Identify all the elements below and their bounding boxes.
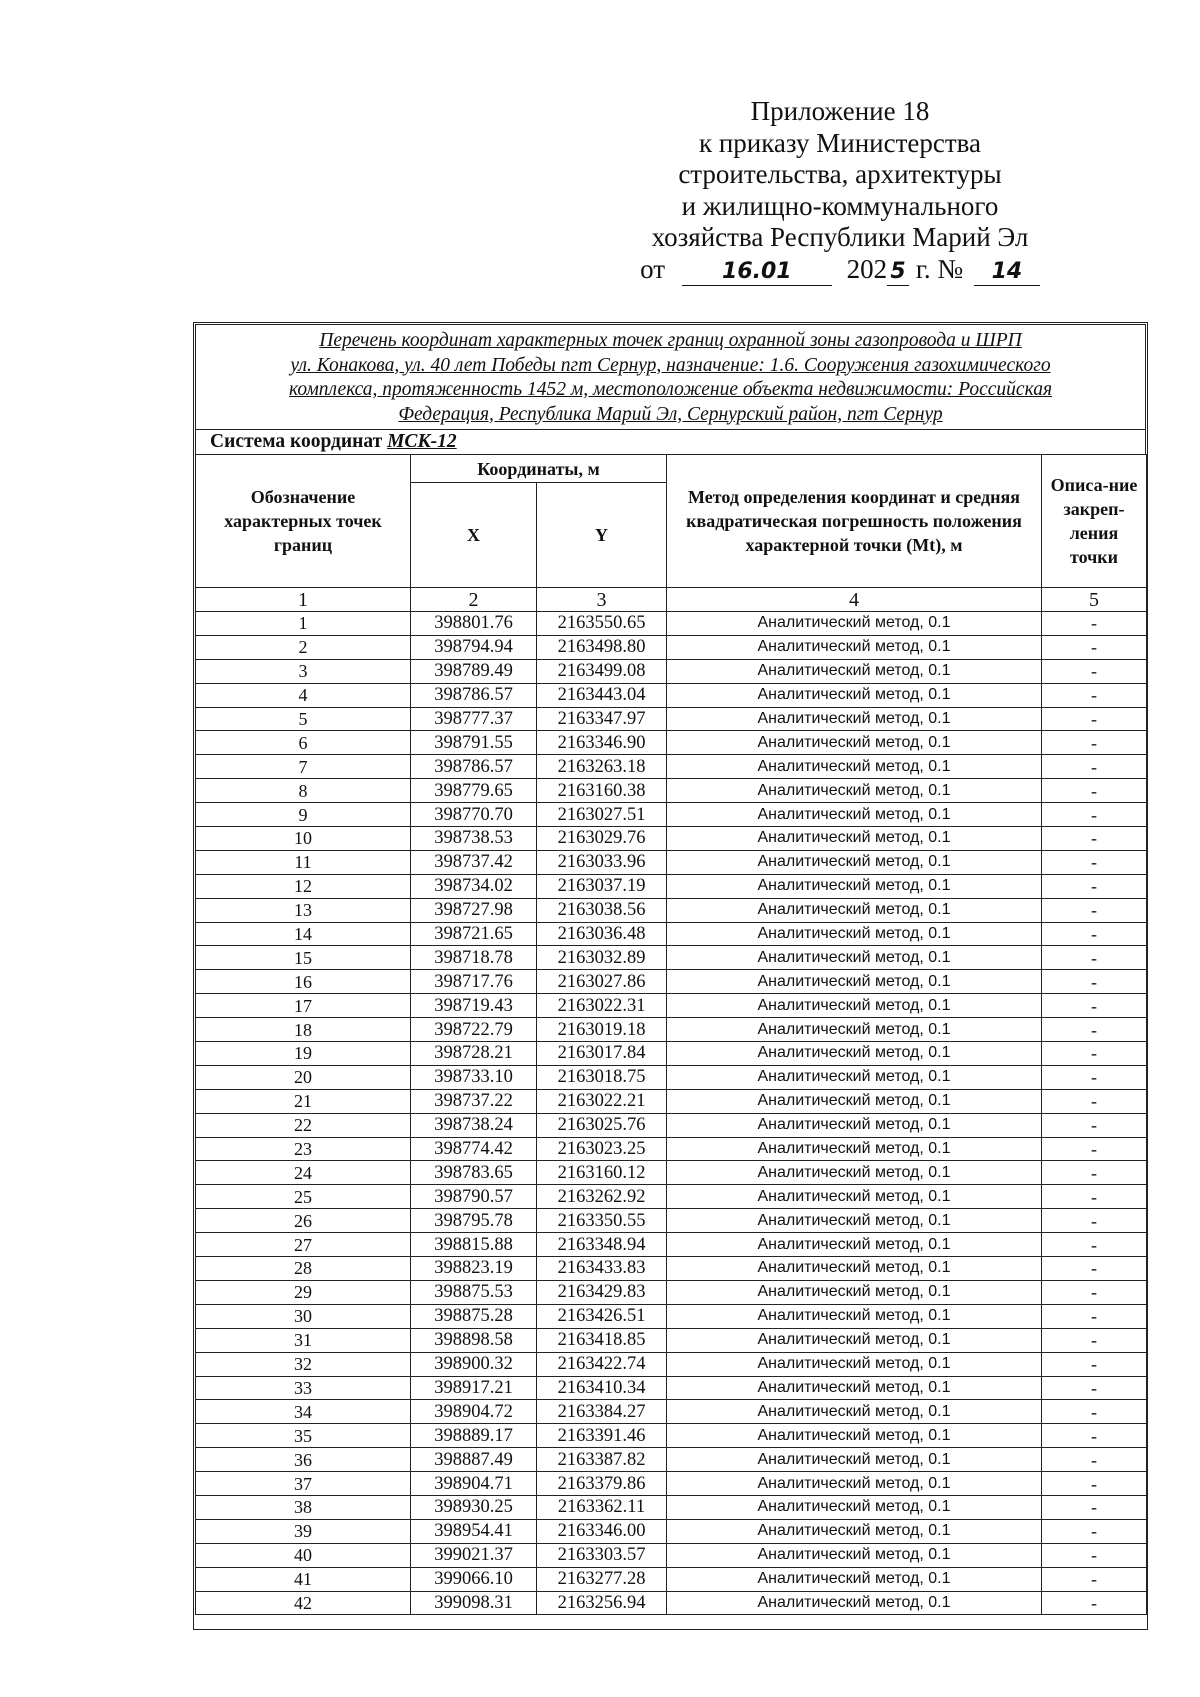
point-number: 2 [196, 635, 411, 659]
table-row [196, 1065, 1147, 1089]
point-number: 19 [196, 1042, 411, 1066]
method-value: Аналитический метод, 0.1 [667, 1113, 1042, 1137]
method-value: Аналитический метод, 0.1 [667, 994, 1042, 1018]
x-value: 398823.19 [411, 1257, 537, 1281]
x-value: 398801.76 [411, 612, 537, 636]
point-number: 37 [196, 1472, 411, 1496]
table-row [196, 1352, 1147, 1376]
table-row [196, 1113, 1147, 1137]
x-value: 399066.10 [411, 1567, 537, 1591]
description-value: - [1042, 1018, 1147, 1042]
description-value: - [1042, 1065, 1147, 1089]
description-value: - [1042, 612, 1147, 636]
description-value: - [1042, 850, 1147, 874]
description-value: - [1042, 1209, 1147, 1233]
x-value: 398875.53 [411, 1280, 537, 1304]
x-value: 398770.70 [411, 803, 537, 827]
method-value: Аналитический метод, 0.1 [667, 874, 1042, 898]
y-value: 2163036.48 [537, 922, 667, 946]
description-value: - [1042, 1352, 1147, 1376]
method-value: Аналитический метод, 0.1 [667, 1424, 1042, 1448]
x-value: 398795.78 [411, 1209, 537, 1233]
description-value: - [1042, 1543, 1147, 1567]
description-value: - [1042, 946, 1147, 970]
table-row [196, 1567, 1147, 1591]
method-value: Аналитический метод, 0.1 [667, 803, 1042, 827]
point-number: 34 [196, 1400, 411, 1424]
point-number: 41 [196, 1567, 411, 1591]
coord-system-label: Система координат [210, 431, 383, 452]
table-row [196, 659, 1147, 683]
x-value: 398904.72 [411, 1400, 537, 1424]
x-value: 398887.49 [411, 1448, 537, 1472]
title-line-4: Федерация, Республика Марий Эл, Сернурский район, пгт Сернур [398, 403, 943, 425]
y-value: 2163550.65 [537, 612, 667, 636]
x-value: 398917.21 [411, 1376, 537, 1400]
description-value: - [1042, 731, 1147, 755]
x-value: 398875.28 [411, 1304, 537, 1328]
method-value: Аналитический метод, 0.1 [667, 946, 1042, 970]
method-value: Аналитический метод, 0.1 [667, 922, 1042, 946]
x-value: 398774.42 [411, 1137, 537, 1161]
point-number: 5 [196, 707, 411, 731]
table-row [196, 1137, 1147, 1161]
table-row [196, 1233, 1147, 1257]
point-number: 21 [196, 1089, 411, 1113]
description-value: - [1042, 1448, 1147, 1472]
x-value: 398719.43 [411, 994, 537, 1018]
method-value: Аналитический метод, 0.1 [667, 1472, 1042, 1496]
header-description: Описа-ние закреп-ления точки [1042, 455, 1147, 588]
table-row [196, 827, 1147, 851]
description-value: - [1042, 1567, 1147, 1591]
description-value: - [1042, 898, 1147, 922]
point-number: 12 [196, 874, 411, 898]
y-value: 2163498.80 [537, 635, 667, 659]
y-value: 2163022.21 [537, 1089, 667, 1113]
table-row [196, 1591, 1147, 1615]
method-value: Аналитический метод, 0.1 [667, 1352, 1042, 1376]
x-value: 398783.65 [411, 1161, 537, 1185]
y-value: 2163160.38 [537, 779, 667, 803]
from-label: от [640, 253, 666, 284]
order-date: 16.01 [682, 259, 832, 286]
method-value: Аналитический метод, 0.1 [667, 1233, 1042, 1257]
table-row [196, 1018, 1147, 1042]
method-value: Аналитический метод, 0.1 [667, 1161, 1042, 1185]
table-row [196, 1519, 1147, 1543]
point-number: 29 [196, 1280, 411, 1304]
x-value: 398786.57 [411, 755, 537, 779]
document-header [600, 96, 1080, 286]
method-value: Аналитический метод, 0.1 [667, 1304, 1042, 1328]
table-row [196, 946, 1147, 970]
y-value: 2163018.75 [537, 1065, 667, 1089]
y-value: 2163019.18 [537, 1018, 667, 1042]
col-number-3: 3 [537, 588, 667, 612]
point-number: 17 [196, 994, 411, 1018]
y-value: 2163418.85 [537, 1328, 667, 1352]
x-value: 398789.49 [411, 659, 537, 683]
order-number-label: г. № [915, 253, 964, 284]
point-number: 20 [196, 1065, 411, 1089]
header-line-order: к приказу Министерства [698, 127, 982, 158]
table-row [196, 755, 1147, 779]
table-row [196, 1328, 1147, 1352]
y-value: 2163347.97 [537, 707, 667, 731]
table-row [196, 612, 1147, 636]
method-value: Аналитический метод, 0.1 [667, 1089, 1042, 1113]
table-row [196, 803, 1147, 827]
point-number: 31 [196, 1328, 411, 1352]
point-number: 15 [196, 946, 411, 970]
header-date-line [600, 254, 1080, 286]
method-value: Аналитический метод, 0.1 [667, 1448, 1042, 1472]
y-value: 2163426.51 [537, 1304, 667, 1328]
header-line-ministry-1: строительства, архитектуры [678, 159, 1002, 189]
col-number-5: 5 [1042, 588, 1147, 612]
points-table-body [196, 612, 1147, 1615]
description-value: - [1042, 970, 1147, 994]
table-row [196, 1042, 1147, 1066]
y-value: 2163499.08 [537, 659, 667, 683]
y-value: 2163362.11 [537, 1495, 667, 1519]
point-number: 42 [196, 1591, 411, 1615]
header-line-appendix: Приложение 18 [750, 96, 930, 126]
point-number: 24 [196, 1161, 411, 1185]
y-value: 2163384.27 [537, 1400, 667, 1424]
year-prefix: 202 [846, 253, 888, 284]
table-row [196, 683, 1147, 707]
table-row [196, 994, 1147, 1018]
header-coordinates: Координаты, м [411, 455, 667, 483]
table-title [195, 324, 1146, 430]
method-value: Аналитический метод, 0.1 [667, 659, 1042, 683]
x-value: 398728.21 [411, 1042, 537, 1066]
point-number: 28 [196, 1257, 411, 1281]
method-value: Аналитический метод, 0.1 [667, 1257, 1042, 1281]
table-row [196, 1376, 1147, 1400]
x-value: 398737.42 [411, 850, 537, 874]
table-row [196, 1543, 1147, 1567]
y-value: 2163433.83 [537, 1257, 667, 1281]
point-number: 26 [196, 1209, 411, 1233]
x-value: 398721.65 [411, 922, 537, 946]
point-number: 33 [196, 1376, 411, 1400]
method-value: Аналитический метод, 0.1 [667, 779, 1042, 803]
point-number: 9 [196, 803, 411, 827]
header-line-republic: хозяйства Республики Марий Эл [651, 222, 1029, 252]
table-row [196, 635, 1147, 659]
table-row [196, 1448, 1147, 1472]
description-value: - [1042, 1400, 1147, 1424]
coord-system-value: МСК-12 [387, 431, 457, 452]
table-row [196, 922, 1147, 946]
y-value: 2163263.18 [537, 755, 667, 779]
description-value: - [1042, 1042, 1147, 1066]
x-value: 398738.53 [411, 827, 537, 851]
x-value: 398794.94 [411, 635, 537, 659]
y-value: 2163422.74 [537, 1352, 667, 1376]
description-value: - [1042, 1424, 1147, 1448]
table-row [196, 1400, 1147, 1424]
point-number: 30 [196, 1304, 411, 1328]
title-line-2: ул. Конакова, ул. 40 лет Победы пгт Сернур, назначение: 1.6. Сооружения газохимического [290, 354, 1051, 376]
description-value: - [1042, 1113, 1147, 1137]
x-value: 398898.58 [411, 1328, 537, 1352]
point-number: 3 [196, 659, 411, 683]
point-number: 38 [196, 1495, 411, 1519]
y-value: 2163379.86 [537, 1472, 667, 1496]
description-value: - [1042, 1495, 1147, 1519]
point-number: 11 [196, 850, 411, 874]
method-value: Аналитический метод, 0.1 [667, 1209, 1042, 1233]
description-value: - [1042, 659, 1147, 683]
x-value: 398779.65 [411, 779, 537, 803]
table-row [196, 1424, 1147, 1448]
x-value: 398904.71 [411, 1472, 537, 1496]
description-value: - [1042, 1137, 1147, 1161]
point-number: 13 [196, 898, 411, 922]
point-number: 6 [196, 731, 411, 755]
x-value: 398718.78 [411, 946, 537, 970]
title-line-1: Перечень координат характерных точек границ охранной зоны газопровода и ШРП [319, 330, 1022, 351]
table-row [196, 970, 1147, 994]
y-value: 2163346.90 [537, 731, 667, 755]
x-value: 398777.37 [411, 707, 537, 731]
description-value: - [1042, 683, 1147, 707]
y-value: 2163262.92 [537, 1185, 667, 1209]
col-number-1: 1 [196, 588, 411, 612]
col-number-2: 2 [411, 588, 537, 612]
method-value: Аналитический метод, 0.1 [667, 970, 1042, 994]
method-value: Аналитический метод, 0.1 [667, 1567, 1042, 1591]
header-line-ministry-2: и жилищно-коммунального [681, 190, 999, 221]
description-value: - [1042, 1280, 1147, 1304]
title-line-3: комплекса, протяженность 1452 м, местоположение объекта недвижимости: Российская [288, 379, 1053, 400]
method-value: Аналитический метод, 0.1 [667, 1376, 1042, 1400]
point-number: 18 [196, 1018, 411, 1042]
x-value: 398722.79 [411, 1018, 537, 1042]
y-value: 2163017.84 [537, 1042, 667, 1066]
y-value: 2163346.00 [537, 1519, 667, 1543]
point-number: 40 [196, 1543, 411, 1567]
table-row [196, 1304, 1147, 1328]
x-value: 398900.32 [411, 1352, 537, 1376]
point-number: 16 [196, 970, 411, 994]
y-value: 2163023.25 [537, 1137, 667, 1161]
point-number: 32 [196, 1352, 411, 1376]
table-row [196, 1495, 1147, 1519]
description-value: - [1042, 635, 1147, 659]
description-value: - [1042, 1591, 1147, 1615]
description-value: - [1042, 922, 1147, 946]
y-value: 2163348.94 [537, 1233, 667, 1257]
description-value: - [1042, 755, 1147, 779]
description-value: - [1042, 827, 1147, 851]
point-number: 1 [196, 612, 411, 636]
table-row [196, 731, 1147, 755]
x-value: 398791.55 [411, 731, 537, 755]
y-value: 2163443.04 [537, 683, 667, 707]
point-number: 8 [196, 779, 411, 803]
header-designation: Обозначение характерных точек границ [196, 455, 411, 588]
y-value: 2163410.34 [537, 1376, 667, 1400]
x-value: 398734.02 [411, 874, 537, 898]
table-row [196, 779, 1147, 803]
table-row [196, 1472, 1147, 1496]
method-value: Аналитический метод, 0.1 [667, 1137, 1042, 1161]
y-value: 2163027.86 [537, 970, 667, 994]
y-value: 2163256.94 [537, 1591, 667, 1615]
table-row [196, 1161, 1147, 1185]
description-value: - [1042, 1161, 1147, 1185]
method-value: Аналитический метод, 0.1 [667, 755, 1042, 779]
y-value: 2163038.56 [537, 898, 667, 922]
method-value: Аналитический метод, 0.1 [667, 731, 1042, 755]
method-value: Аналитический метод, 0.1 [667, 898, 1042, 922]
x-value: 398737.22 [411, 1089, 537, 1113]
method-value: Аналитический метод, 0.1 [667, 1018, 1042, 1042]
method-value: Аналитический метод, 0.1 [667, 1065, 1042, 1089]
point-number: 4 [196, 683, 411, 707]
method-value: Аналитический метод, 0.1 [667, 1042, 1042, 1066]
y-value: 2163277.28 [537, 1567, 667, 1591]
description-value: - [1042, 803, 1147, 827]
point-number: 7 [196, 755, 411, 779]
y-value: 2163027.51 [537, 803, 667, 827]
y-value: 2163022.31 [537, 994, 667, 1018]
y-value: 2163032.89 [537, 946, 667, 970]
method-value: Аналитический метод, 0.1 [667, 612, 1042, 636]
y-value: 2163391.46 [537, 1424, 667, 1448]
description-value: - [1042, 874, 1147, 898]
x-value: 398930.25 [411, 1495, 537, 1519]
point-number: 35 [196, 1424, 411, 1448]
table-row [196, 850, 1147, 874]
points-table [195, 454, 1147, 1615]
x-value: 398727.98 [411, 898, 537, 922]
description-value: - [1042, 1257, 1147, 1281]
point-number: 27 [196, 1233, 411, 1257]
point-number: 25 [196, 1185, 411, 1209]
col-number-4: 4 [667, 588, 1042, 612]
table-row [196, 1280, 1147, 1304]
description-value: - [1042, 994, 1147, 1018]
description-value: - [1042, 1472, 1147, 1496]
point-number: 22 [196, 1113, 411, 1137]
method-value: Аналитический метод, 0.1 [667, 1280, 1042, 1304]
y-value: 2163029.76 [537, 827, 667, 851]
table-row [196, 1257, 1147, 1281]
table-row [196, 1089, 1147, 1113]
point-number: 14 [196, 922, 411, 946]
method-value: Аналитический метод, 0.1 [667, 707, 1042, 731]
x-value: 398738.24 [411, 1113, 537, 1137]
description-value: - [1042, 1089, 1147, 1113]
description-value: - [1042, 1376, 1147, 1400]
x-value: 398815.88 [411, 1233, 537, 1257]
y-value: 2163037.19 [537, 874, 667, 898]
method-value: Аналитический метод, 0.1 [667, 1400, 1042, 1424]
x-value: 399098.31 [411, 1591, 537, 1615]
table-row [196, 898, 1147, 922]
description-value: - [1042, 707, 1147, 731]
x-value: 398733.10 [411, 1065, 537, 1089]
x-value: 398954.41 [411, 1519, 537, 1543]
point-number: 39 [196, 1519, 411, 1543]
method-value: Аналитический метод, 0.1 [667, 850, 1042, 874]
method-value: Аналитический метод, 0.1 [667, 1519, 1042, 1543]
point-number: 10 [196, 827, 411, 851]
description-value: - [1042, 1185, 1147, 1209]
x-value: 398889.17 [411, 1424, 537, 1448]
x-value: 398717.76 [411, 970, 537, 994]
order-number: 14 [974, 259, 1040, 286]
coordinate-system-row [195, 430, 1146, 454]
method-value: Аналитический метод, 0.1 [667, 1495, 1042, 1519]
method-value: Аналитический метод, 0.1 [667, 827, 1042, 851]
x-value: 398790.57 [411, 1185, 537, 1209]
description-value: - [1042, 1328, 1147, 1352]
point-number: 23 [196, 1137, 411, 1161]
method-value: Аналитический метод, 0.1 [667, 1185, 1042, 1209]
y-value: 2163025.76 [537, 1113, 667, 1137]
point-number: 36 [196, 1448, 411, 1472]
x-value: 398786.57 [411, 683, 537, 707]
description-value: - [1042, 1304, 1147, 1328]
x-value: 399021.37 [411, 1543, 537, 1567]
description-value: - [1042, 779, 1147, 803]
method-value: Аналитический метод, 0.1 [667, 1591, 1042, 1615]
year-digit: 5 [887, 259, 909, 286]
method-value: Аналитический метод, 0.1 [667, 635, 1042, 659]
y-value: 2163033.96 [537, 850, 667, 874]
header-y: Y [537, 483, 667, 588]
table-row [196, 1185, 1147, 1209]
table-row [196, 874, 1147, 898]
description-value: - [1042, 1519, 1147, 1543]
method-value: Аналитический метод, 0.1 [667, 1328, 1042, 1352]
method-value: Аналитический метод, 0.1 [667, 683, 1042, 707]
header-method: Метод определения координат и средняя квадратическая погрешность положения характерной точки (Mt), м [667, 455, 1042, 588]
table-row [196, 1209, 1147, 1233]
y-value: 2163350.55 [537, 1209, 667, 1233]
y-value: 2163303.57 [537, 1543, 667, 1567]
header-x: X [411, 483, 537, 588]
y-value: 2163429.83 [537, 1280, 667, 1304]
y-value: 2163160.12 [537, 1161, 667, 1185]
method-value: Аналитический метод, 0.1 [667, 1543, 1042, 1567]
table-row [196, 707, 1147, 731]
description-value: - [1042, 1233, 1147, 1257]
y-value: 2163387.82 [537, 1448, 667, 1472]
